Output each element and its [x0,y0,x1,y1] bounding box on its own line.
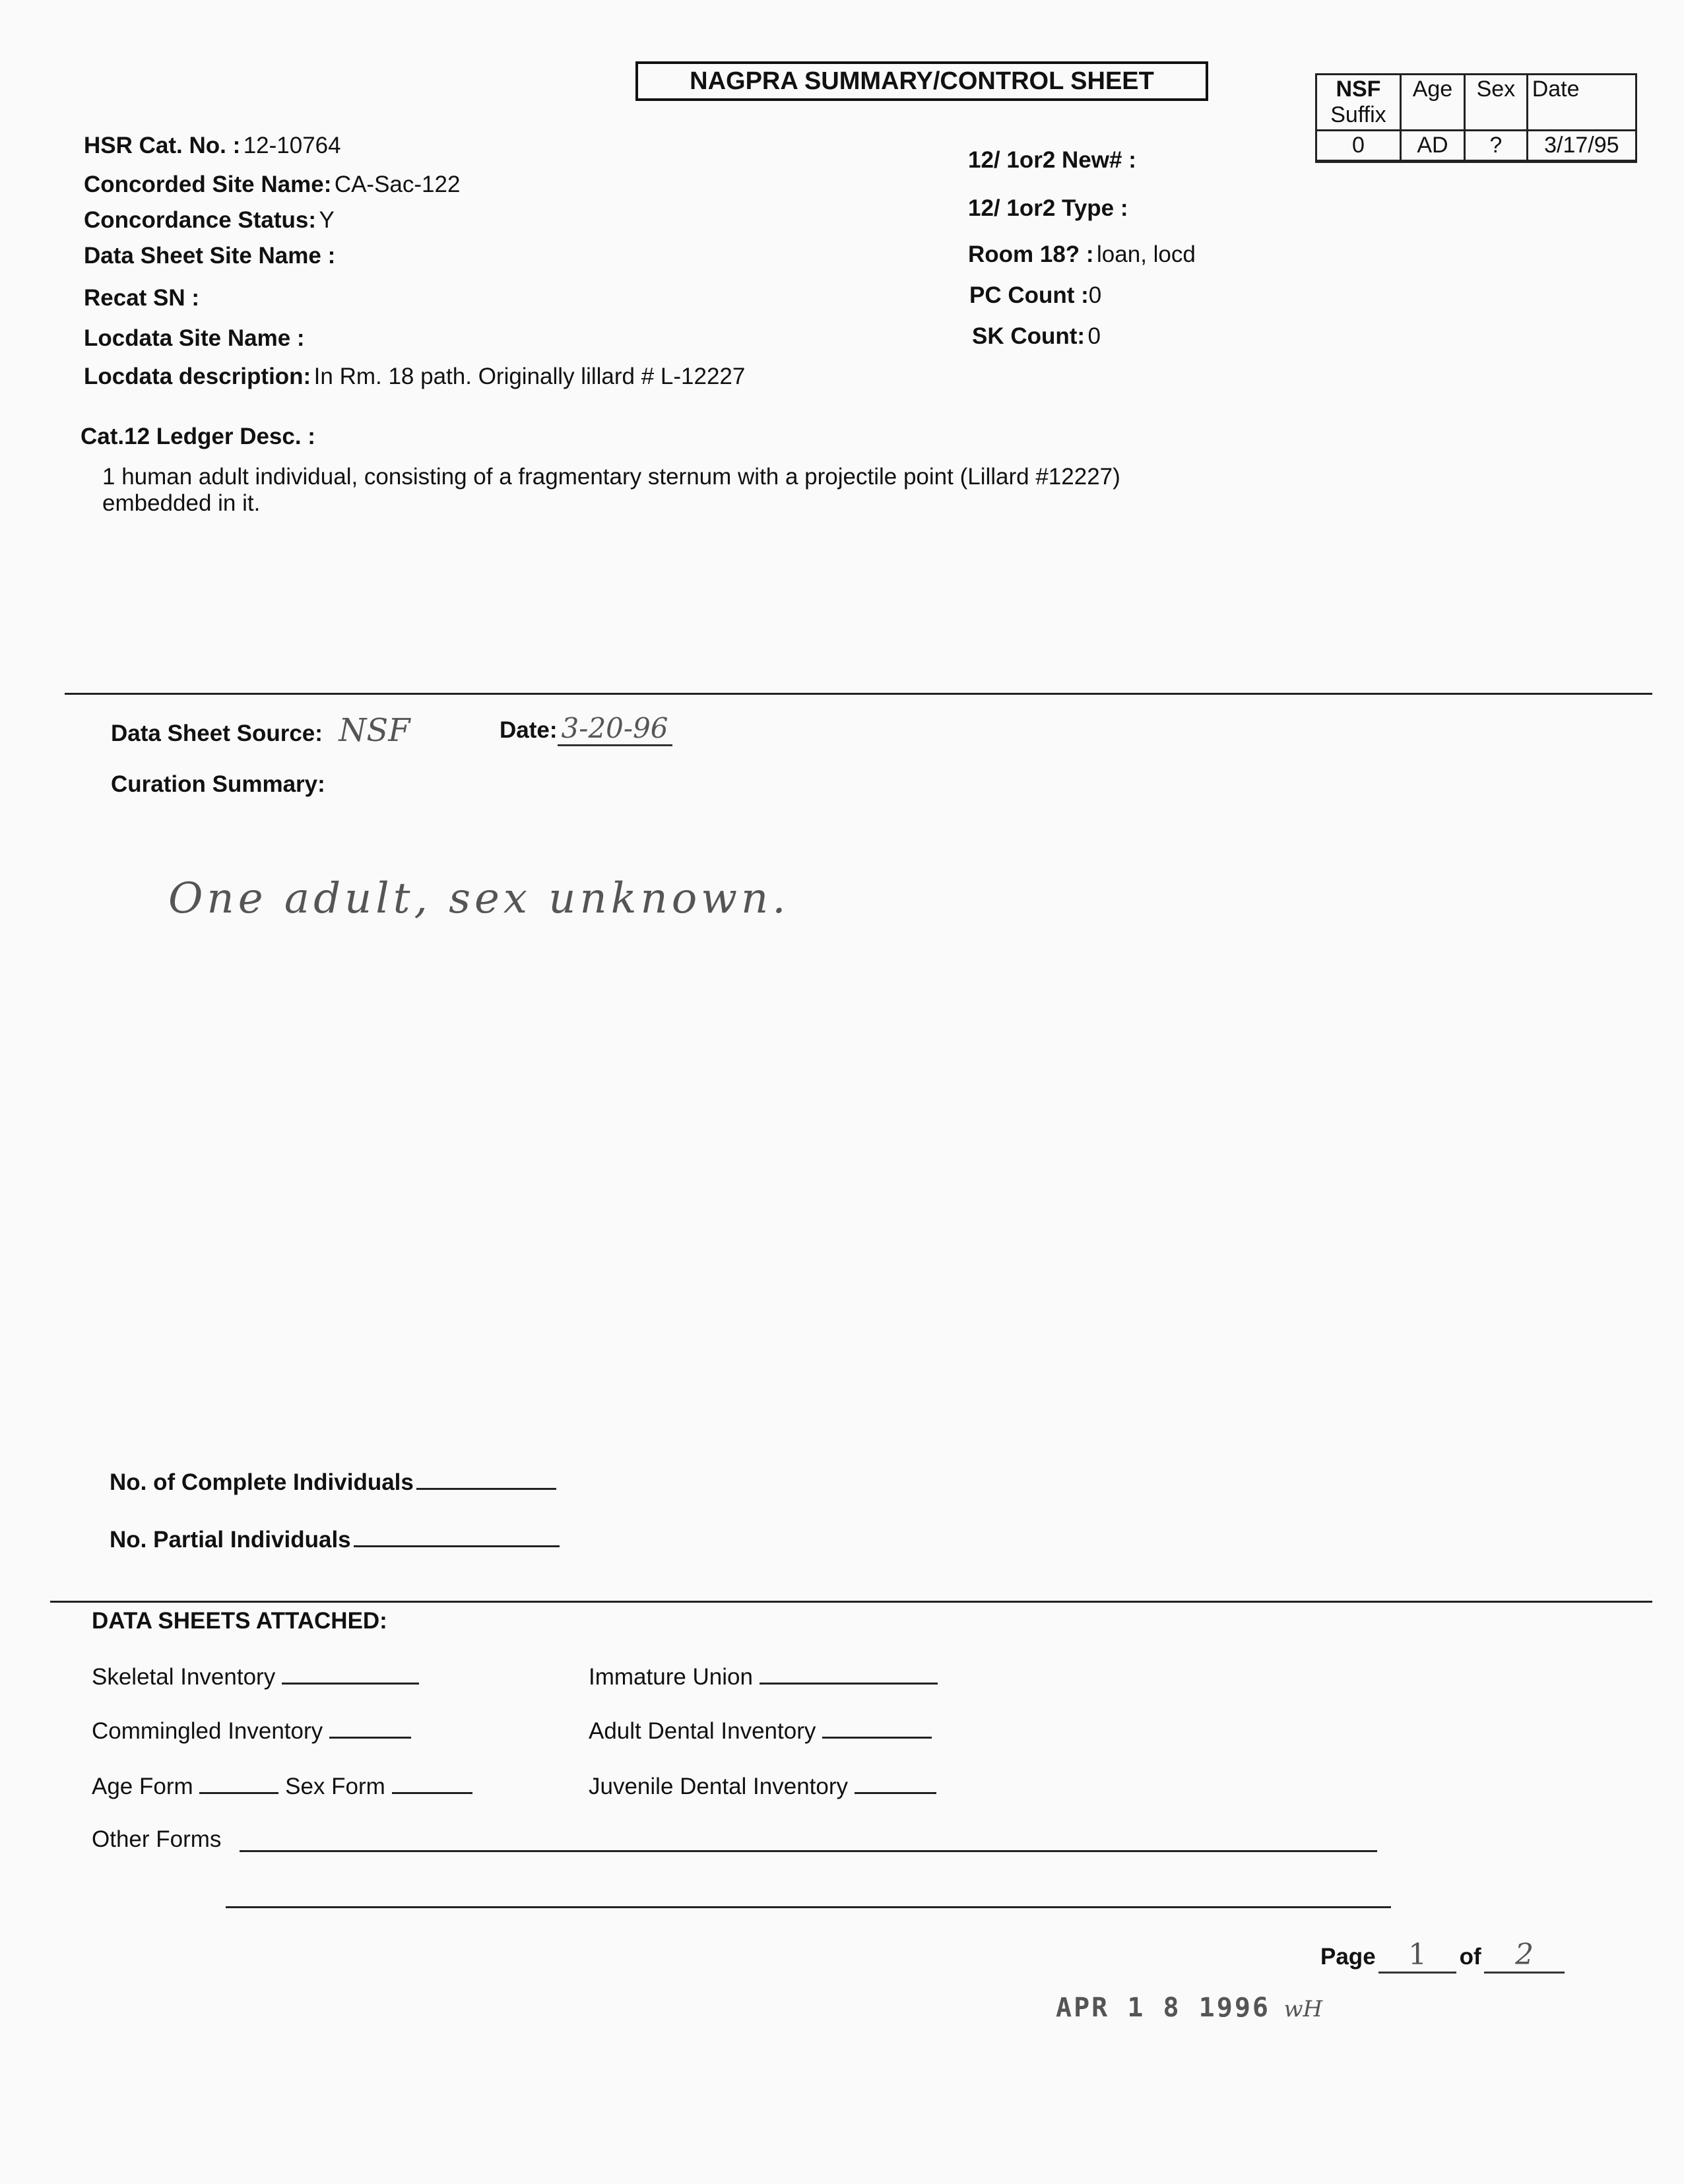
juvenile-dental-row [589,1772,936,1800]
recat-sn-label: Recat SN : [84,285,200,311]
data-sheet-source-row [111,712,410,749]
juvenile-dental-blank[interactable] [855,1772,936,1794]
of-label: of [1459,1944,1481,1970]
stamp-initials: wH [1283,1996,1323,2022]
page-title: NAGPRA SUMMARY/CONTROL SHEET [635,61,1208,101]
new-num-label: 12/ 1or2 New# : [968,147,1136,173]
commingled-inventory-row [92,1717,411,1745]
ledger-line-2: embedded in it. [102,490,261,516]
date-value: 3/17/95 [1527,131,1636,162]
curation-date-value: 3-20-96 [558,712,672,746]
hsr-cat-row [84,133,341,159]
room18-label: Room 18? : [968,241,1094,267]
juvenile-dental-label: Juvenile Dental Inventory [589,1774,848,1799]
page-label: Page [1320,1944,1376,1970]
age-form-label: Age Form [92,1774,193,1799]
suffix-header-label: Suffix [1330,102,1386,127]
received-stamp [1056,1993,1322,2023]
curation-date-label: Date: [500,717,558,743]
curation-summary-label: Curation Summary: [111,771,325,797]
other-forms-line-2[interactable] [226,1906,1391,1908]
type-label: 12/ 1or2 Type : [968,195,1128,221]
pc-count-row [969,282,1101,309]
partial-individuals-blank[interactable] [354,1526,560,1547]
sk-count-value: 0 [1087,323,1101,349]
complete-individuals-label: No. of Complete Individuals [110,1469,414,1495]
curation-date-row [500,712,672,744]
date-header: Date [1527,75,1636,131]
ledger-label: Cat.12 Ledger Desc. : [81,424,315,449]
data-sheet-source-label: Data Sheet Source: [111,721,323,746]
age-sex-form-row [92,1772,472,1800]
nsf-suffix-header [1316,75,1401,131]
curation-summary-handwritten: One adult, sex unknown. [168,874,790,923]
nsf-header-label: NSF [1336,77,1381,102]
locdata-site-label: Locdata Site Name : [84,325,305,351]
age-value: AD [1400,131,1464,162]
page-number-row [1320,1938,1565,1974]
age-form-blank[interactable] [199,1772,278,1794]
locdata-desc-value: In Rm. 18 path. Originally lillard # L-12227 [313,364,746,389]
immature-union-label: Immature Union [589,1664,753,1690]
stamp-date: APR 1 8 1996 [1056,1993,1270,2023]
room18-row [968,241,1196,268]
sex-form-label: Sex Form [285,1774,385,1799]
immature-union-row [589,1663,938,1690]
room18-value: loan, locd [1097,241,1196,267]
complete-individuals-row [110,1468,556,1496]
partial-individuals-label: No. Partial Individuals [110,1527,351,1553]
pc-count-value: 0 [1088,282,1102,308]
skeletal-inventory-row [92,1663,419,1690]
sk-count-label: SK Count: [972,323,1085,349]
other-forms-label: Other Forms [92,1826,222,1852]
pc-count-label: PC Count : [969,282,1089,308]
data-sheet-site-label: Data Sheet Site Name : [84,243,336,269]
hsr-cat-label: HSR Cat. No. : [84,133,241,158]
adult-dental-label: Adult Dental Inventory [589,1718,816,1744]
sk-count-row [972,323,1101,350]
page-number-value: 1 [1378,1938,1456,1974]
other-forms-line-1[interactable] [240,1850,1377,1852]
ledger-line-1: 1 human adult individual, consisting of a fragmentary sternum with a projectile point (Lillard #12227) [102,464,1120,490]
adult-dental-blank[interactable] [822,1717,932,1739]
locdata-desc-row [84,364,745,390]
complete-individuals-blank[interactable] [416,1468,556,1490]
page-total-value: 2 [1484,1938,1565,1974]
concordance-label: Concordance Status: [84,207,316,233]
sex-form-blank[interactable] [392,1772,472,1794]
section-divider [65,693,1652,695]
sex-value: ? [1465,131,1528,162]
commingled-inventory-blank[interactable] [329,1717,411,1739]
nsf-summary-table [1315,73,1637,163]
attached-heading: DATA SHEETS ATTACHED: [92,1608,387,1634]
concorded-site-value: CA-Sac-122 [334,172,461,197]
commingled-inventory-label: Commingled Inventory [92,1718,323,1744]
adult-dental-row [589,1717,932,1745]
immature-union-blank[interactable] [760,1663,938,1685]
partial-individuals-row [110,1526,560,1553]
age-header: Age [1400,75,1464,131]
concorded-site-row [84,172,460,198]
sex-header: Sex [1465,75,1528,131]
concordance-row [84,207,335,234]
concorded-site-label: Concorded Site Name: [84,172,332,197]
concordance-value: Y [319,207,335,233]
skeletal-inventory-label: Skeletal Inventory [92,1664,276,1690]
locdata-desc-label: Locdata description: [84,364,311,389]
nsf-suffix-value: 0 [1316,131,1401,162]
hsr-cat-value: 12-10764 [243,133,341,158]
data-sheet-source-value: NSF [339,712,410,749]
skeletal-inventory-blank[interactable] [282,1663,419,1685]
attached-divider [50,1601,1652,1603]
